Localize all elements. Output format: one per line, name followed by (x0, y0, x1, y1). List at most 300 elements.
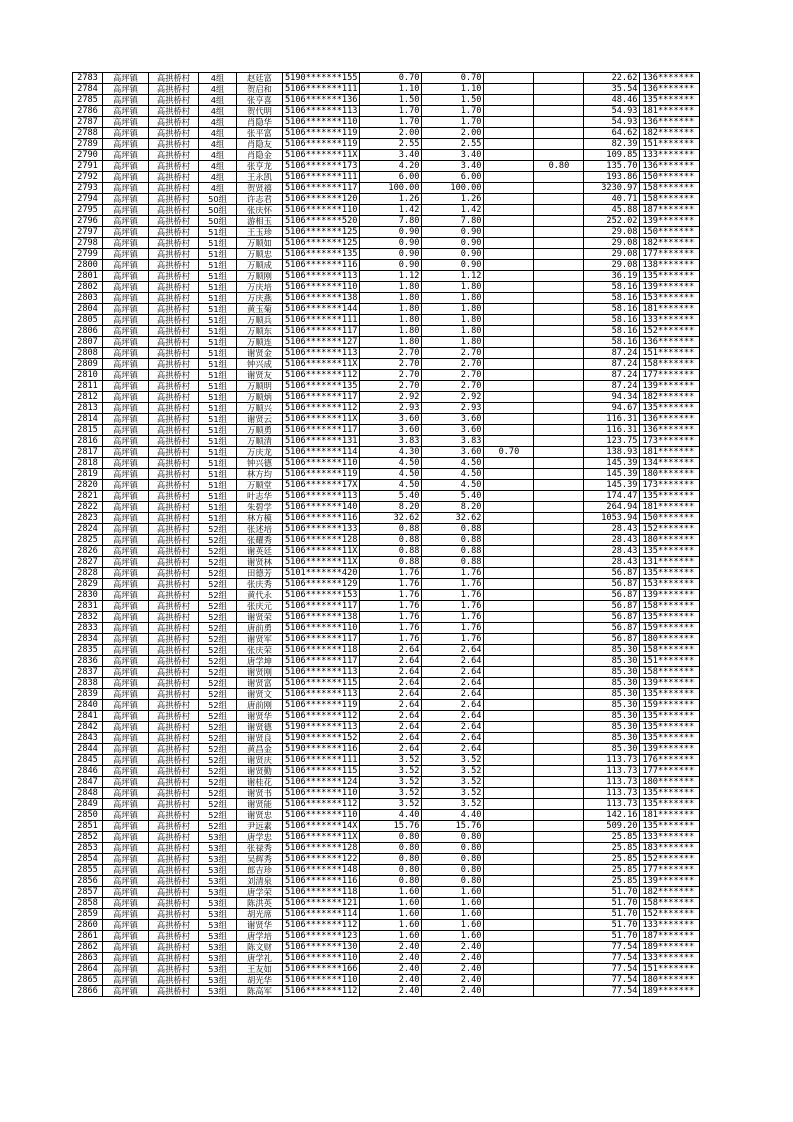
cell-col-c (484, 986, 534, 997)
cell-no: 2809 (73, 359, 103, 370)
cell-phone: 138******* (640, 260, 700, 271)
cell-amount: 142.16 (584, 810, 640, 821)
cell-col-c (484, 293, 534, 304)
cell-name: 万顺忠 (237, 249, 283, 260)
cell-town: 高坪镇 (103, 249, 149, 260)
table-row (73, 634, 700, 645)
cell-name: 万顺如 (237, 238, 283, 249)
cell-amount: 135.70 (584, 161, 640, 172)
cell-village: 高拱桥村 (149, 447, 199, 458)
cell-name: 谢贤云 (237, 414, 283, 425)
cell-group: 52组 (199, 722, 237, 733)
cell-col-c (484, 337, 534, 348)
cell-no: 2785 (73, 95, 103, 106)
cell-col-c (484, 964, 534, 975)
cell-phone: 139******* (640, 590, 700, 601)
cell-name: 谢贤能 (237, 799, 283, 810)
cell-id: 5106*******111 (283, 172, 360, 183)
cell-col-d (534, 238, 584, 249)
cell-town: 高坪镇 (103, 546, 149, 557)
cell-group: 52组 (199, 810, 237, 821)
cell-id: 5106*******166 (283, 964, 360, 975)
cell-group: 52组 (199, 788, 237, 799)
cell-group: 4组 (199, 117, 237, 128)
cell-col-c (484, 513, 534, 524)
table-row (73, 524, 700, 535)
cell-col-d (534, 84, 584, 95)
cell-col-c (484, 491, 534, 502)
cell-name: 朱碧学 (237, 502, 283, 513)
cell-no: 2795 (73, 205, 103, 216)
cell-area-b: 0.80 (422, 865, 484, 876)
cell-no: 2819 (73, 469, 103, 480)
cell-phone: 153******* (640, 293, 700, 304)
cell-id: 5106*******113 (283, 689, 360, 700)
cell-col-c (484, 403, 534, 414)
cell-name: 张禄秀 (237, 843, 283, 854)
table-row (73, 854, 700, 865)
cell-town: 高坪镇 (103, 656, 149, 667)
cell-amount: 25.85 (584, 865, 640, 876)
cell-village: 高拱桥村 (149, 678, 199, 689)
cell-id: 5106*******114 (283, 909, 360, 920)
cell-group: 51组 (199, 436, 237, 447)
cell-area-a: 1.80 (360, 326, 422, 337)
cell-id: 5106*******112 (283, 370, 360, 381)
cell-name: 贺启和 (237, 84, 283, 95)
cell-area-a: 1.80 (360, 337, 422, 348)
cell-amount: 85.30 (584, 656, 640, 667)
cell-town: 高坪镇 (103, 645, 149, 656)
cell-village: 高拱桥村 (149, 777, 199, 788)
cell-group: 52组 (199, 755, 237, 766)
cell-area-b: 1.26 (422, 194, 484, 205)
cell-area-b: 1.76 (422, 601, 484, 612)
cell-village: 高拱桥村 (149, 194, 199, 205)
cell-id: 5106*******138 (283, 612, 360, 623)
cell-col-c (484, 205, 534, 216)
cell-id: 5106*******128 (283, 535, 360, 546)
cell-col-c (484, 425, 534, 436)
table-row (73, 788, 700, 799)
cell-town: 高坪镇 (103, 150, 149, 161)
cell-area-b: 1.70 (422, 117, 484, 128)
cell-area-b: 1.10 (422, 84, 484, 95)
cell-phone: 135******* (640, 95, 700, 106)
cell-group: 51组 (199, 315, 237, 326)
cell-area-b: 2.64 (422, 667, 484, 678)
cell-area-b: 100.00 (422, 183, 484, 194)
cell-town: 高坪镇 (103, 964, 149, 975)
cell-col-d (534, 128, 584, 139)
cell-area-b: 1.80 (422, 326, 484, 337)
cell-town: 高坪镇 (103, 414, 149, 425)
cell-phone: 135******* (640, 491, 700, 502)
cell-area-b: 3.52 (422, 755, 484, 766)
cell-name: 肖隐友 (237, 139, 283, 150)
cell-amount: 174.47 (584, 491, 640, 502)
cell-town: 高坪镇 (103, 634, 149, 645)
cell-phone: 136******* (640, 117, 700, 128)
cell-group: 4组 (199, 128, 237, 139)
cell-village: 高拱桥村 (149, 590, 199, 601)
cell-group: 52组 (199, 700, 237, 711)
cell-village: 高拱桥村 (149, 513, 199, 524)
table-row (73, 172, 700, 183)
cell-phone: 158******* (640, 359, 700, 370)
cell-area-b: 0.80 (422, 876, 484, 887)
cell-col-c (484, 194, 534, 205)
cell-amount: 85.30 (584, 678, 640, 689)
cell-group: 51组 (199, 359, 237, 370)
cell-col-c (484, 381, 534, 392)
cell-col-d (534, 821, 584, 832)
cell-amount: 109.85 (584, 150, 640, 161)
cell-phone: 135******* (640, 612, 700, 623)
cell-col-d (534, 953, 584, 964)
cell-area-b: 2.64 (422, 645, 484, 656)
cell-col-d (534, 777, 584, 788)
cell-amount: 58.16 (584, 282, 640, 293)
cell-area-a: 4.40 (360, 810, 422, 821)
cell-no: 2839 (73, 689, 103, 700)
cell-phone: 133******* (640, 920, 700, 931)
cell-area-b: 3.83 (422, 436, 484, 447)
cell-area-a: 0.88 (360, 535, 422, 546)
cell-town: 高坪镇 (103, 766, 149, 777)
cell-town: 高坪镇 (103, 480, 149, 491)
cell-id: 5106*******110 (283, 788, 360, 799)
cell-phone: 135******* (640, 689, 700, 700)
cell-town: 高坪镇 (103, 854, 149, 865)
cell-phone: 182******* (640, 238, 700, 249)
cell-no: 2787 (73, 117, 103, 128)
cell-town: 高坪镇 (103, 920, 149, 931)
cell-no: 2810 (73, 370, 103, 381)
cell-amount: 77.54 (584, 986, 640, 997)
table-row (73, 843, 700, 854)
cell-area-b: 1.80 (422, 293, 484, 304)
cell-id: 5106*******118 (283, 645, 360, 656)
cell-group: 51组 (199, 458, 237, 469)
cell-no: 2796 (73, 216, 103, 227)
cell-group: 52组 (199, 711, 237, 722)
cell-area-a: 1.76 (360, 568, 422, 579)
cell-town: 高坪镇 (103, 788, 149, 799)
cell-group: 51组 (199, 227, 237, 238)
cell-col-d (534, 964, 584, 975)
cell-area-b: 4.50 (422, 480, 484, 491)
cell-id: 5106*******112 (283, 920, 360, 931)
cell-area-b: 1.76 (422, 579, 484, 590)
cell-no: 2802 (73, 282, 103, 293)
cell-village: 高拱桥村 (149, 73, 199, 84)
cell-col-c (484, 634, 534, 645)
cell-amount: 113.73 (584, 788, 640, 799)
cell-name: 唐学坤 (237, 656, 283, 667)
cell-name: 唐学培 (237, 931, 283, 942)
cell-town: 高坪镇 (103, 975, 149, 986)
cell-area-a: 2.64 (360, 667, 422, 678)
cell-col-d (534, 667, 584, 678)
cell-col-c (484, 645, 534, 656)
cell-town: 高坪镇 (103, 326, 149, 337)
cell-group: 51组 (199, 282, 237, 293)
cell-id: 5106*******115 (283, 766, 360, 777)
cell-town: 高坪镇 (103, 909, 149, 920)
cell-name: 黄玉菊 (237, 304, 283, 315)
cell-phone: 151******* (640, 656, 700, 667)
cell-group: 51组 (199, 271, 237, 282)
cell-id: 5190*******116 (283, 744, 360, 755)
cell-group: 52组 (199, 777, 237, 788)
cell-area-b: 2.64 (422, 689, 484, 700)
cell-group: 51组 (199, 502, 237, 513)
cell-area-a: 1.12 (360, 271, 422, 282)
cell-area-b: 0.80 (422, 832, 484, 843)
cell-town: 高坪镇 (103, 106, 149, 117)
cell-group: 52组 (199, 623, 237, 634)
cell-area-b: 2.40 (422, 986, 484, 997)
cell-area-a: 0.90 (360, 238, 422, 249)
table-row (73, 271, 700, 282)
cell-name: 谢贤德 (237, 722, 283, 733)
cell-col-d: 0.80 (534, 161, 584, 172)
cell-col-c (484, 942, 534, 953)
cell-col-d (534, 832, 584, 843)
cell-group: 52组 (199, 667, 237, 678)
cell-area-b: 1.50 (422, 95, 484, 106)
cell-area-b: 32.62 (422, 513, 484, 524)
cell-col-c (484, 458, 534, 469)
cell-town: 高坪镇 (103, 348, 149, 359)
cell-col-c (484, 469, 534, 480)
cell-name: 万顺东 (237, 326, 283, 337)
cell-id: 5106*******120 (283, 194, 360, 205)
cell-village: 高拱桥村 (149, 524, 199, 535)
cell-group: 52组 (199, 590, 237, 601)
cell-phone: 135******* (640, 722, 700, 733)
cell-area-a: 2.64 (360, 656, 422, 667)
cell-amount: 77.54 (584, 942, 640, 953)
cell-town: 高坪镇 (103, 744, 149, 755)
cell-area-b: 2.64 (422, 700, 484, 711)
table-row (73, 326, 700, 337)
cell-area-b: 3.52 (422, 788, 484, 799)
cell-group: 52组 (199, 546, 237, 557)
cell-col-c (484, 601, 534, 612)
cell-area-b: 3.60 (422, 447, 484, 458)
cell-id: 5106*******118 (283, 887, 360, 898)
cell-area-b: 3.60 (422, 414, 484, 425)
cell-amount: 48.46 (584, 95, 640, 106)
cell-group: 53组 (199, 920, 237, 931)
cell-phone: 135******* (640, 568, 700, 579)
cell-amount: 85.30 (584, 711, 640, 722)
cell-town: 高坪镇 (103, 832, 149, 843)
cell-id: 5106*******140 (283, 502, 360, 513)
cell-name: 贺代明 (237, 106, 283, 117)
cell-id: 5106*******110 (283, 810, 360, 821)
cell-col-d (534, 491, 584, 502)
cell-amount: 94.34 (584, 392, 640, 403)
cell-id: 5106*******117 (283, 634, 360, 645)
cell-id: 5106*******128 (283, 843, 360, 854)
cell-col-c (484, 876, 534, 887)
cell-area-b: 2.40 (422, 964, 484, 975)
cell-name: 谢贤文 (237, 689, 283, 700)
cell-col-c (484, 678, 534, 689)
cell-col-c (484, 700, 534, 711)
cell-no: 2823 (73, 513, 103, 524)
cell-col-d (534, 216, 584, 227)
cell-village: 高拱桥村 (149, 656, 199, 667)
cell-area-a: 0.70 (360, 73, 422, 84)
cell-amount: 25.85 (584, 832, 640, 843)
table-row (73, 425, 700, 436)
table-row (73, 601, 700, 612)
table-row (73, 194, 700, 205)
table-row (73, 106, 700, 117)
table-row (73, 513, 700, 524)
cell-col-d (534, 293, 584, 304)
cell-area-b: 1.76 (422, 634, 484, 645)
cell-name: 王友如 (237, 964, 283, 975)
cell-village: 高拱桥村 (149, 282, 199, 293)
cell-area-b: 2.70 (422, 370, 484, 381)
cell-phone: 152******* (640, 326, 700, 337)
cell-col-c (484, 73, 534, 84)
cell-group: 53组 (199, 964, 237, 975)
cell-area-b: 3.60 (422, 425, 484, 436)
cell-id: 5106*******110 (283, 205, 360, 216)
cell-name: 胡光华 (237, 975, 283, 986)
cell-village: 高拱桥村 (149, 744, 199, 755)
cell-phone: 131******* (640, 557, 700, 568)
cell-no: 2816 (73, 436, 103, 447)
cell-area-b: 1.76 (422, 623, 484, 634)
cell-area-a: 0.80 (360, 876, 422, 887)
cell-group: 4组 (199, 150, 237, 161)
cell-town: 高坪镇 (103, 535, 149, 546)
cell-group: 51组 (199, 348, 237, 359)
cell-town: 高坪镇 (103, 843, 149, 854)
cell-area-a: 2.64 (360, 678, 422, 689)
cell-amount: 85.30 (584, 700, 640, 711)
table-row (73, 766, 700, 777)
cell-village: 高拱桥村 (149, 293, 199, 304)
cell-town: 高坪镇 (103, 557, 149, 568)
cell-area-a: 0.80 (360, 865, 422, 876)
cell-area-b: 4.40 (422, 810, 484, 821)
cell-col-c (484, 238, 534, 249)
cell-area-a: 3.60 (360, 414, 422, 425)
cell-col-c (484, 612, 534, 623)
cell-group: 51组 (199, 392, 237, 403)
cell-town: 高坪镇 (103, 887, 149, 898)
cell-town: 高坪镇 (103, 876, 149, 887)
cell-town: 高坪镇 (103, 95, 149, 106)
table-row (73, 920, 700, 931)
cell-no: 2864 (73, 964, 103, 975)
cell-col-c (484, 216, 534, 227)
cell-area-a: 2.40 (360, 975, 422, 986)
cell-village: 高拱桥村 (149, 216, 199, 227)
cell-amount: 3230.97 (584, 183, 640, 194)
cell-no: 2804 (73, 304, 103, 315)
table-row (73, 359, 700, 370)
cell-no: 2817 (73, 447, 103, 458)
cell-col-d (534, 766, 584, 777)
table-row (73, 227, 700, 238)
cell-id: 5106*******113 (283, 348, 360, 359)
cell-area-a: 2.93 (360, 403, 422, 414)
cell-amount: 85.30 (584, 744, 640, 755)
cell-col-d (534, 590, 584, 601)
cell-no: 2853 (73, 843, 103, 854)
cell-village: 高拱桥村 (149, 392, 199, 403)
cell-col-c (484, 755, 534, 766)
table-row (73, 183, 700, 194)
cell-amount: 29.08 (584, 249, 640, 260)
cell-village: 高拱桥村 (149, 612, 199, 623)
cell-id: 5106*******14X (283, 821, 360, 832)
cell-no: 2846 (73, 766, 103, 777)
cell-no: 2861 (73, 931, 103, 942)
cell-town: 高坪镇 (103, 458, 149, 469)
cell-village: 高拱桥村 (149, 964, 199, 975)
cell-amount: 116.31 (584, 414, 640, 425)
cell-id: 5106*******116 (283, 876, 360, 887)
cell-name: 王永凯 (237, 172, 283, 183)
cell-id: 5106*******138 (283, 293, 360, 304)
cell-col-d (534, 931, 584, 942)
cell-area-b: 2.70 (422, 348, 484, 359)
cell-group: 4组 (199, 84, 237, 95)
cell-no: 2857 (73, 887, 103, 898)
cell-area-b: 7.80 (422, 216, 484, 227)
cell-area-a: 4.30 (360, 447, 422, 458)
cell-name: 万顺明 (237, 381, 283, 392)
cell-town: 高坪镇 (103, 953, 149, 964)
cell-area-a: 0.88 (360, 557, 422, 568)
table-row (73, 480, 700, 491)
cell-col-c (484, 777, 534, 788)
subsidy-sheet (72, 72, 700, 997)
cell-group: 52组 (199, 535, 237, 546)
cell-col-d (534, 194, 584, 205)
cell-phone: 136******* (640, 161, 700, 172)
cell-name: 谢英廷 (237, 546, 283, 557)
cell-village: 高拱桥村 (149, 381, 199, 392)
cell-amount: 51.70 (584, 909, 640, 920)
cell-id: 5106*******110 (283, 623, 360, 634)
cell-name: 尹远素 (237, 821, 283, 832)
cell-group: 52组 (199, 689, 237, 700)
cell-name: 钟兴德 (237, 458, 283, 469)
cell-village: 高拱桥村 (149, 183, 199, 194)
cell-amount: 58.16 (584, 304, 640, 315)
cell-town: 高坪镇 (103, 304, 149, 315)
cell-phone: 158******* (640, 601, 700, 612)
cell-col-d (534, 414, 584, 425)
cell-area-b: 2.40 (422, 953, 484, 964)
cell-col-d (534, 612, 584, 623)
cell-area-a: 2.64 (360, 700, 422, 711)
cell-town: 高坪镇 (103, 931, 149, 942)
cell-village: 高拱桥村 (149, 986, 199, 997)
cell-name: 陈洪英 (237, 898, 283, 909)
